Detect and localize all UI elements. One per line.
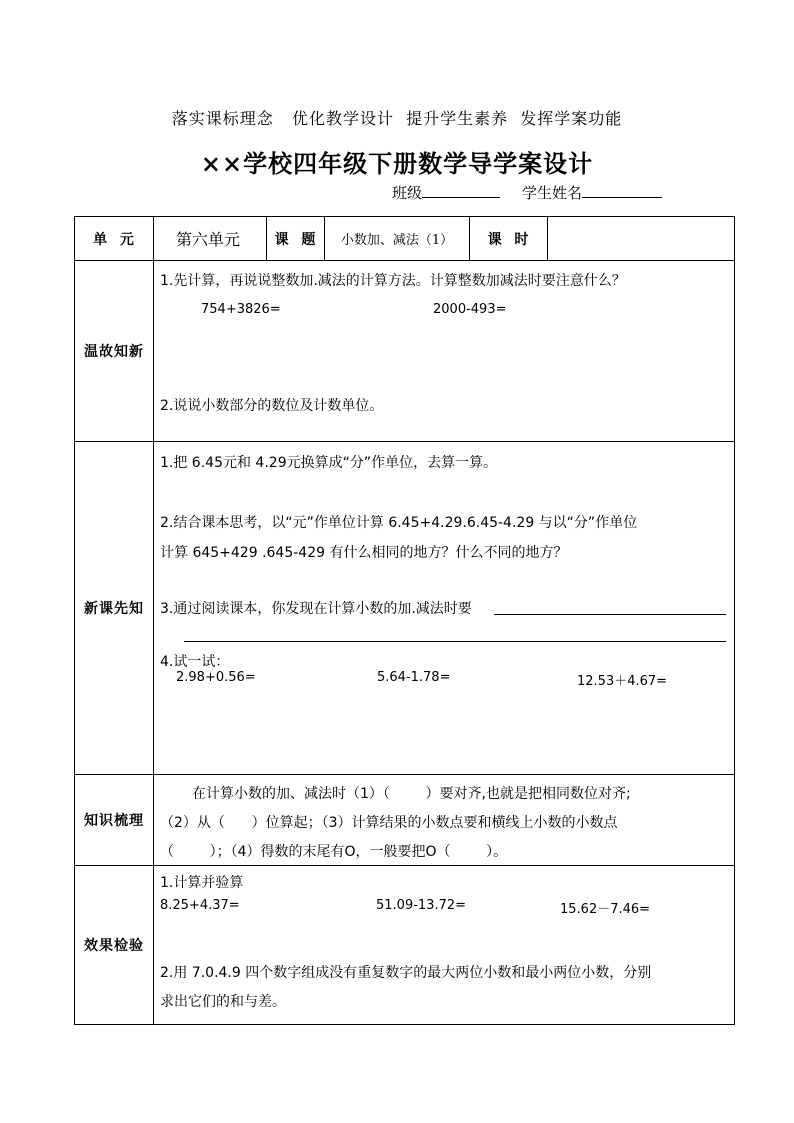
summary-row (75, 775, 735, 866)
review-expr-1: 754+3826= (201, 302, 281, 317)
student-name-blank (582, 183, 662, 198)
check-question-2b: 求出它们的和与差。 (160, 994, 286, 1010)
summary-line-2: （2）从（ ）位算起；（3）计算结果的小数点要和横线上小数的小数点 (160, 815, 618, 831)
preview-question-2b: 计算 645+429 .645-429 有什么相同的地方？什么不同的地方？ (160, 545, 568, 561)
worksheet-table (74, 216, 735, 1025)
topic-value: 小数加、减法（1） (325, 217, 470, 261)
summary-label: 知识梳理 (75, 775, 154, 866)
header-motto: 落实课标理念 优化教学设计 提升学生素养 发挥学案功能 (171, 109, 623, 128)
student-name-label: 学生姓名 (522, 184, 583, 202)
preview-expr-1: 2.98+0.56= (176, 670, 256, 685)
check-question-2a: 2.用 7.0.4.9 四个数字组成没有重复数字的最大两位小数和最小两位小数，分别 (160, 965, 652, 981)
class-blank (422, 183, 500, 198)
check-label: 效果检验 (75, 866, 154, 1025)
check-content (154, 866, 735, 1025)
summary-line-1: 在计算小数的加、减法时（1）（ ）要对齐,也就是把相同数位对齐; (192, 786, 631, 802)
summary-content (154, 775, 735, 866)
check-expr-2: 51.09-13.72= (376, 898, 467, 913)
review-row (75, 261, 735, 442)
review-label: 温故知新 (75, 261, 154, 442)
answer-line-1 (494, 614, 726, 615)
review-question-1: 1.先计算，再说说整数加.减法的计算方法。计算整数加减法时要注意什么？ (160, 273, 626, 289)
check-row (75, 866, 735, 1025)
header-row (75, 217, 735, 261)
answer-line-2 (184, 641, 726, 642)
preview-question-1: 1.把 6.45元和 4.29元换算成“分”作单位，去算一算。 (160, 455, 498, 471)
page-title: ××学校四年级下册数学导学案设计 (200, 149, 594, 178)
topic-label: 课 题 (267, 217, 325, 261)
review-expr-2: 2000-493= (433, 302, 507, 317)
preview-expr-2: 5.64-1.78= (377, 670, 451, 685)
check-expr-3: 15.62－7.46= (560, 902, 651, 917)
review-question-2: 2.说说小数部分的数位及计数单位。 (160, 398, 384, 414)
preview-label: 新课先知 (75, 442, 154, 775)
class-label: 班级 (392, 184, 423, 202)
unit-value: 第六单元 (154, 217, 267, 261)
review-content (154, 261, 735, 442)
preview-question-2a: 2.结合课本思考，以“元”作单位计算 6.45+4.29.6.45-4.29 与以“分”作单位 (160, 515, 638, 531)
preview-question-3: 3.通过阅读课本，你发现在计算小数的加.减法时要 (160, 601, 472, 617)
preview-question-4: 4.试一试： (160, 654, 230, 670)
check-question-1: 1.计算并验算 (160, 875, 244, 891)
check-expr-1: 8.25+4.37= (160, 898, 240, 913)
unit-label: 单 元 (75, 217, 154, 261)
summary-line-3: （ ）；（4）得数的末尾有O，一般要把O（ ）。 (160, 844, 508, 860)
period-label: 课 时 (470, 217, 548, 261)
preview-expr-3: 12.53＋4.67= (577, 674, 668, 689)
class-field (392, 182, 500, 203)
preview-row (75, 442, 735, 775)
period-value (548, 217, 735, 261)
preview-content (154, 442, 735, 775)
student-name-field (522, 182, 662, 203)
